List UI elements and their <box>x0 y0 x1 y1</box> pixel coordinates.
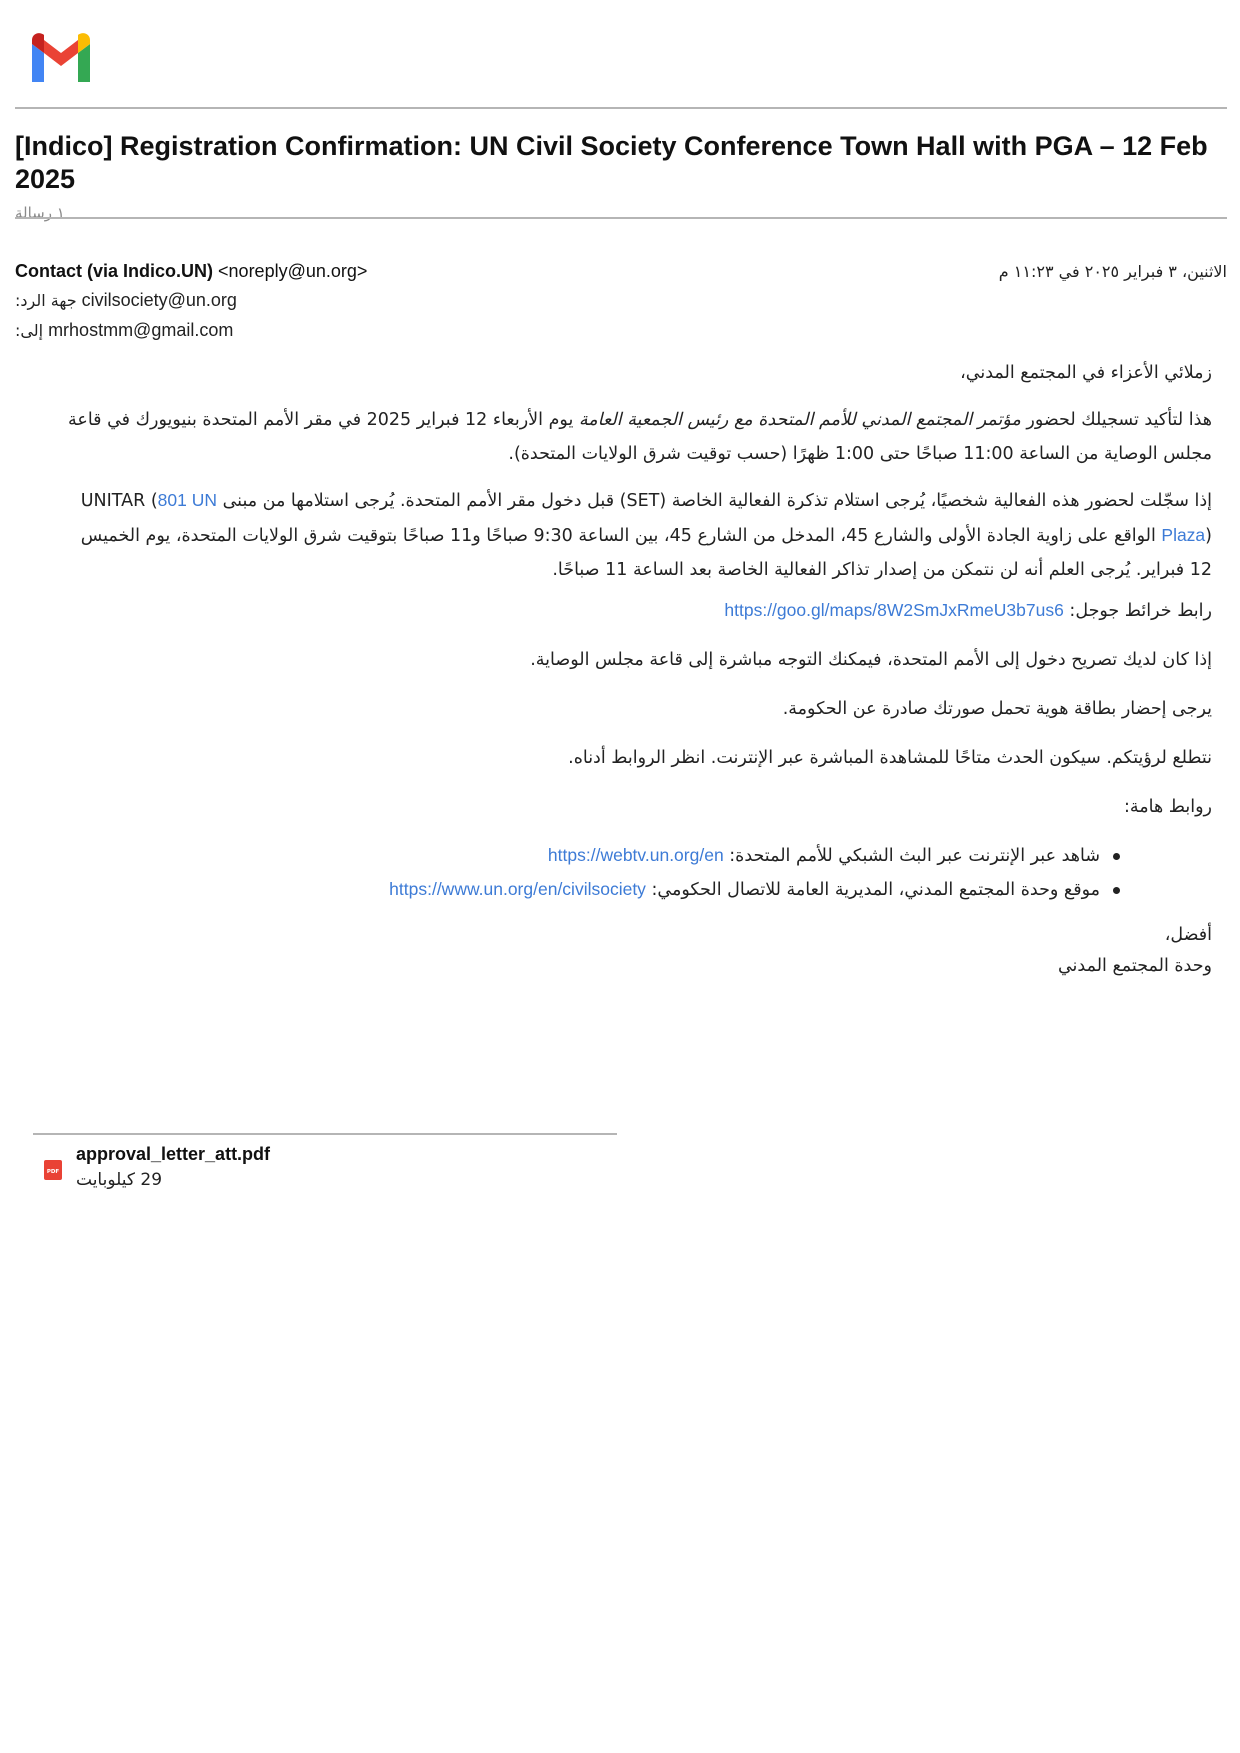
access-paragraph: إذا كان لديك تصريح دخول إلى الأمم المتحدة، فيمكنك التوجه مباشرة إلى قاعة مجلس الوصاية. <box>530 650 1212 670</box>
registration-paragraph <box>60 403 1212 471</box>
webtv-label: شاهد عبر الإنترنت عبر البث الشبكي للأمم المتحدة: <box>723 846 1100 866</box>
pdf-file-icon[interactable] <box>44 1160 62 1180</box>
sender-name: Contact (via Indico.UN) <box>15 261 214 281</box>
maps-label: رابط خرائط جوجل: <box>1063 601 1212 621</box>
attachment-size: 29 كيلوبايت <box>76 1170 163 1190</box>
civil-society-link[interactable]: https://www.un.org/en/civilsociety <box>389 879 646 899</box>
sender-email[interactable]: <noreply@un.org> <box>218 261 368 281</box>
to-label: إلى: <box>15 321 44 340</box>
civil-society-label: موقع وحدة المجتمع المدني، المديرية العامة للاتصال الحكومي: <box>645 880 1100 900</box>
attachment-divider <box>33 1133 617 1135</box>
closing: أفضل، <box>1164 925 1212 945</box>
google-maps-link[interactable]: https://goo.gl/maps/8W2SmJxRmeU3b7us6 <box>724 600 1064 620</box>
registration-text-end: يوم الأربعاء 12 فبراير 2025 في مقر الأمم المتحدة بنيويورك في قاعة مجلس الوصاية من الساعة 11:00 صباحًا حتى 1:00 ظهرًا (حسب توقيت شرق الولايات المتحدة). <box>68 410 1212 464</box>
email-date: الاثنين، ٣ فبراير ٢٠٢٥ في ١١:٢٣ م <box>998 262 1227 281</box>
attachment-name[interactable]: approval_letter_att.pdf <box>76 1144 271 1164</box>
list-item <box>60 839 1162 873</box>
ticket-text-start: إذا سجّلت لحضور هذه الفعالية شخصيًا، يُرجى استلام تذكرة الفعالية الخاصة (SET) قبل دخول مقر الأمم المتحدة. يُرجى استلامها من مبنى UNITAR ( <box>80 491 1212 511</box>
ticket-text-end: ) الواقع على زاوية الجادة الأولى والشارع 45، المدخل من الشارع 45، بين الساعة 9:30 صباحًا و11 صباحًا بتوقيت شرق الولايات المتحدة، يوم الخميس 12 فبراير. يُرجى العلم أنه لن نتمكن من إصدار تذاكر الفعالية الخاصة بعد الساعة 11 صباحًا. <box>80 526 1212 580</box>
to-line <box>15 320 233 341</box>
svg-text:PDF: PDF <box>46 1169 60 1175</box>
event-title: مؤتمر المجتمع المدني للأمم المتحدة مع رئيس الجمعية العامة <box>578 410 1021 430</box>
sender <box>15 261 367 282</box>
header-divider <box>15 107 1227 109</box>
webtv-link[interactable]: https://webtv.un.org/en <box>547 845 724 865</box>
links-heading: روابط هامة: <box>1123 797 1212 817</box>
id-paragraph: يرجى إحضار بطاقة هوية تحمل صورتك صادرة عن الحكومة. <box>782 699 1212 719</box>
registration-text-start: هذا لتأكيد تسجيلك لحضور <box>1020 410 1212 430</box>
greeting: زملائي الأعزاء في المجتمع المدني، <box>960 363 1212 383</box>
subject-divider <box>15 217 1227 219</box>
message-count: ١ رسالة <box>15 204 65 222</box>
ticket-paragraph <box>60 483 1212 587</box>
un-plaza-link[interactable]: 801 UN Plaza <box>157 490 1206 545</box>
reply-to-address[interactable]: civilsociety@un.org <box>81 290 237 310</box>
reply-to-line <box>15 290 237 311</box>
list-item <box>60 873 1162 907</box>
to-address[interactable]: mrhostmm@gmail.com <box>48 320 234 340</box>
gmail-logo-icon <box>28 32 94 82</box>
email-subject: [Indico] Registration Confirmation: UN Civil Society Conference Town Hall with PGA – 12 Feb 2025 <box>15 131 1208 194</box>
signature: وحدة المجتمع المدني <box>1057 956 1212 976</box>
maps-paragraph <box>60 593 1212 628</box>
reply-to-label: جهة الرد: <box>15 291 77 310</box>
livestream-paragraph: نتطلع لرؤيتكم. سيكون الحدث متاحًا للمشاهدة المباشرة عبر الإنترنت. انظر الروابط أدناه. <box>568 748 1212 768</box>
important-links-list <box>60 839 1162 907</box>
